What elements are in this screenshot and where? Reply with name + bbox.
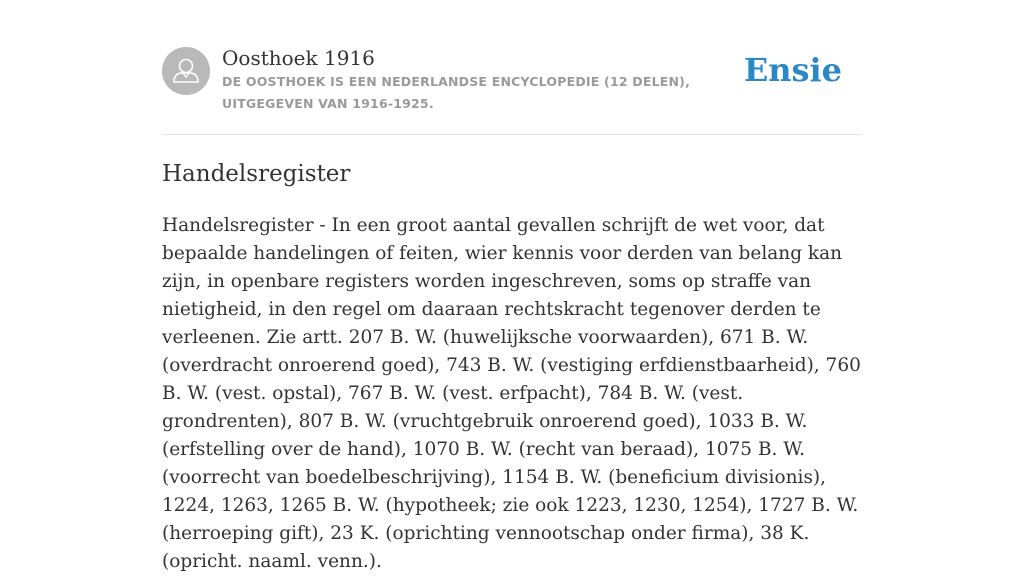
source-title[interactable]: Oosthoek 1916 (222, 46, 375, 70)
source-header (162, 0, 862, 135)
source-info (222, 45, 762, 115)
avatar[interactable] (162, 47, 210, 95)
article-title: Handelsregister (162, 161, 351, 187)
article-body: Handelsregister - In een groot aantal gevallen schrijft de wet voor, dat bepaalde handelingen of feiten, wier kennis voor derden van belang kan zijn, in openbare registers worden ingeschreven, soms op straffe van nietigheid, in den regel om daaraan rechtskracht tegenover derden te verleenen. Zie artt. 207 B. W. (huwelijksche voorwaarden), 671 B. W. (overdracht onroerend goed), 743 B. W. (vestiging erfdienstbaarheid), 760 B. W. (vest. opstal), 767 B. W. (vest. erfpacht), 784 B. W. (vest. grondrenten), 807 B. W. (vruchtgebruik onroerend goed), 1033 B. W. (erfstelling over de hand), 1070 B. W. (recht van beraad), 1075 B. W. (voorrecht van boedelbeschrijving), 1154 B. W. (beneficium divisionis), 1224, 1263, 1265 B. W. (hypotheek; zie ook 1223, 1230, 1254), 1727 B. W. (herroeping gift), 23 K. (oprichting vennootschap onder firma), 38 K. (opricht. naaml. venn.). (162, 215, 861, 572)
ensie-logo[interactable]: Ensie (743, 51, 842, 89)
user-icon (162, 47, 210, 95)
content-container (162, 0, 862, 572)
source-description: DE OOSTHOEK IS EEN NEDERLANDSE ENCYCLOPEDIE (12 DELEN), UITGEGEVEN VAN 1916-1925. (222, 74, 691, 111)
